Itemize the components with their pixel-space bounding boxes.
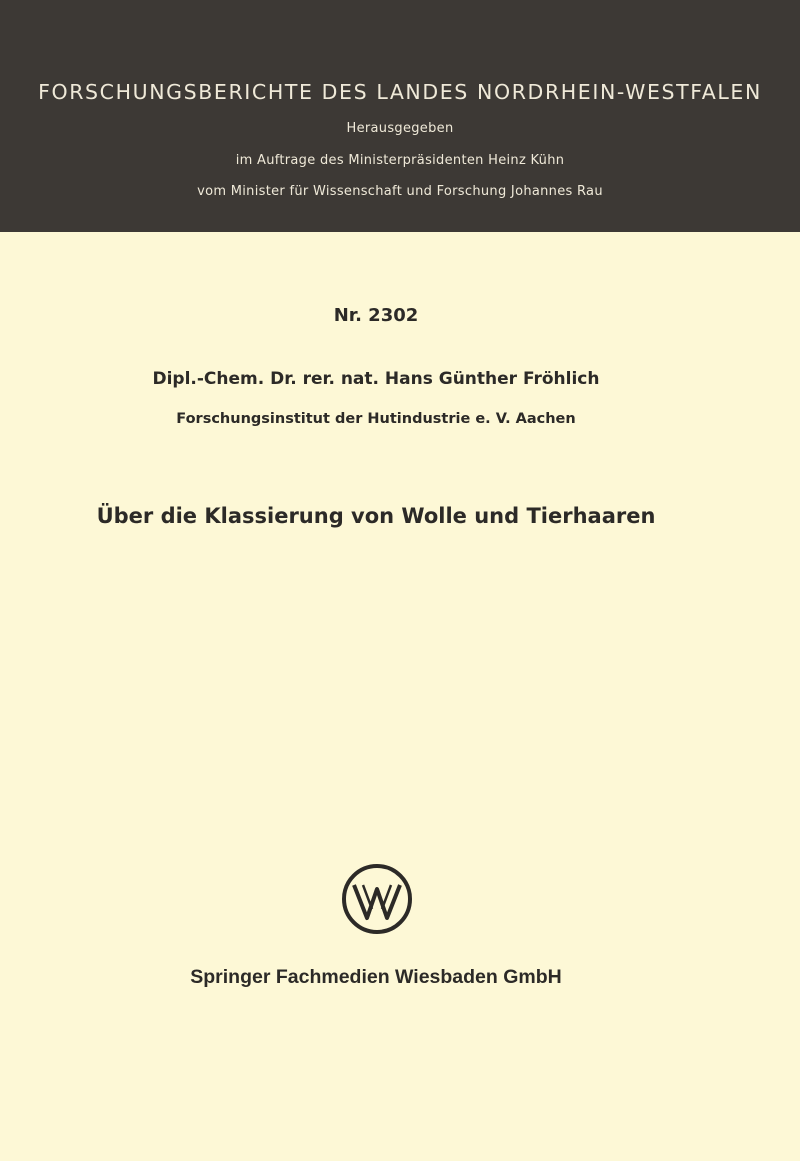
edited-label: Herausgegeben (346, 121, 454, 136)
institute-name: Forschungsinstitut der Hutindustrie e. V. Aachen (176, 411, 576, 427)
series-header-band (0, 0, 800, 232)
report-title: Über die Klassierung von Wolle und Tierhaaren (96, 504, 656, 528)
minister-line: vom Minister für Wissenschaft und Forschung Johannes Rau (197, 184, 603, 199)
publisher-name: Springer Fachmedien Wiesbaden GmbH (190, 966, 562, 988)
report-number: Nr. 2302 (333, 305, 419, 326)
w-logo-icon (341, 863, 413, 935)
commissioned-by-line: im Auftrage des Ministerpräsidenten Heinz Kühn (235, 153, 565, 168)
publisher-logo-icon (341, 863, 413, 935)
author-name: Dipl.-Chem. Dr. rer. nat. Hans Günther Fröhlich (152, 369, 600, 389)
series-title: FORSCHUNGSBERICHTE DES LANDES NORDRHEIN-WESTFALEN (38, 80, 762, 104)
